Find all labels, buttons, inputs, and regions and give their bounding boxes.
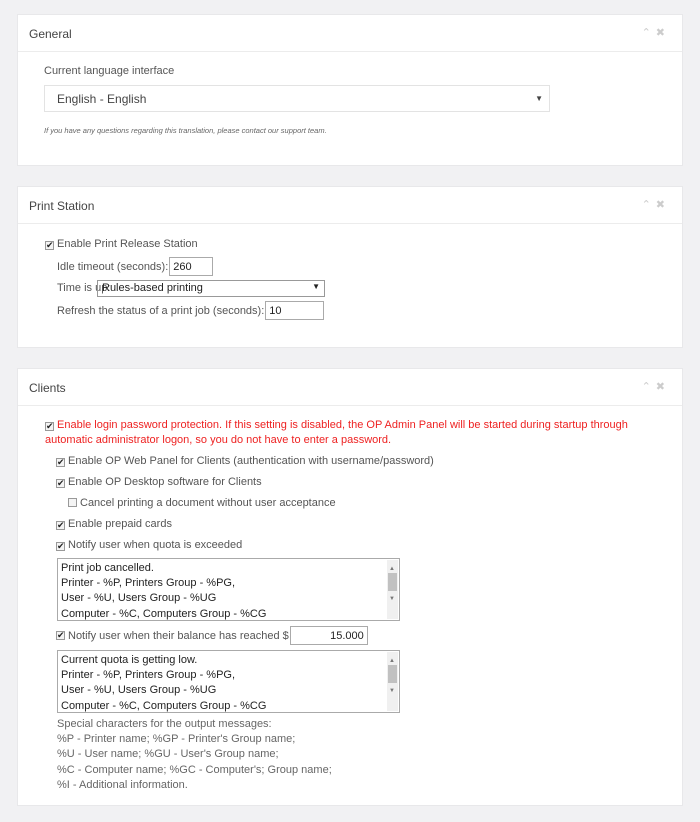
idle-label: Idle timeout (seconds): — [57, 260, 169, 273]
help-line: Special characters for the output messages: — [57, 718, 272, 730]
panel-title: General — [29, 27, 72, 41]
idle-timeout-input[interactable] — [169, 257, 213, 276]
help-line: %U - User name; %GU - User's Group name; — [57, 748, 279, 761]
web-panel-checkbox[interactable]: ✔ — [57, 457, 65, 467]
message-line: Current quota is getting low. — [61, 654, 198, 666]
balance-input[interactable] — [290, 626, 368, 645]
panel-header — [18, 369, 682, 406]
general-panel — [17, 14, 683, 166]
message-line: Computer - %C, Computers Group - %CG — [61, 699, 267, 712]
balance-message-textarea[interactable] — [57, 650, 400, 713]
panel-title: Print Station — [29, 199, 95, 213]
prepaid-checkbox[interactable]: ✔ — [57, 520, 65, 530]
translation-note: If you have any questions regarding this translation, please contact our support team. — [44, 126, 327, 135]
language-select[interactable] — [44, 85, 550, 112]
message-line: Printer - %P, Printers Group - %PG, — [61, 577, 236, 590]
help-line: %P - Printer name; %GP - Printer's Group name; — [57, 733, 296, 746]
time-up-label: Time is up: — [57, 282, 111, 294]
enable-station-checkbox[interactable]: ✔ — [46, 240, 54, 250]
cancel-printing-checkbox[interactable] — [68, 498, 77, 507]
notify-balance-checkbox[interactable]: ✔ — [57, 630, 65, 640]
panel-header — [18, 15, 682, 52]
login-protection-row — [45, 419, 628, 431]
message-line: Computer - %C, Computers Group - %CG — [61, 607, 267, 620]
help-line: %I - Additional information. — [57, 778, 188, 791]
language-value: English - English — [57, 92, 147, 106]
desktop-checkbox[interactable]: ✔ — [57, 478, 65, 488]
notify-quota-label: Notify user when quota is exceeded — [68, 539, 243, 551]
message-line: User - %U, Users Group - %UG — [61, 592, 217, 605]
idle-row — [57, 257, 213, 276]
login-protection-label-2: automatic administrator logon, so you do not have to enter a password. — [45, 434, 392, 446]
help-line: %C - Computer name; %GC - Computer's; Group name; — [57, 763, 332, 776]
close-icon[interactable]: ✖ — [655, 381, 670, 393]
notify-balance-row — [56, 626, 368, 645]
print-station-panel — [17, 186, 683, 348]
quota-message-textarea[interactable] — [57, 558, 400, 621]
time-up-value: Rules-based printing — [102, 282, 203, 294]
chevron-up-icon[interactable]: ⌃ — [641, 27, 656, 39]
enable-station-row — [45, 238, 198, 250]
login-protection-label: Enable login password protection. If this setting is disabled, the OP Admin Panel will be started during startup through — [57, 419, 628, 431]
desktop-label: Enable OP Desktop software for Clients — [68, 476, 262, 488]
refresh-label: Refresh the status of a print job (seconds): — [57, 304, 265, 317]
message-line: User - %U, Users Group - %UG — [61, 684, 217, 697]
close-icon[interactable]: ✖ — [655, 27, 670, 39]
chevron-down-icon: ▼ — [535, 94, 543, 103]
login-protection-checkbox[interactable]: ✔ — [46, 421, 54, 431]
cancel-printing-label: Cancel printing a document without user acceptance — [80, 497, 336, 509]
message-line: Printer - %P, Printers Group - %PG, — [61, 669, 236, 682]
message-line: Print job cancelled. — [61, 562, 154, 574]
scrollbar[interactable]: ▲ ▼ — [387, 560, 398, 619]
notify-balance-label: Notify user when their balance has reached $ — [68, 629, 289, 642]
chevron-up-icon[interactable]: ⌃ — [641, 199, 656, 211]
enable-station-label: Enable Print Release Station — [57, 238, 198, 250]
chevron-up-icon[interactable]: ⌃ — [641, 381, 656, 393]
special-characters-help — [57, 717, 332, 793]
refresh-row — [57, 301, 324, 320]
panel-header — [18, 187, 682, 224]
web-panel-label: Enable OP Web Panel for Clients (authentication with username/password) — [68, 455, 434, 467]
notify-quota-checkbox[interactable]: ✔ — [57, 541, 65, 551]
time-up-select[interactable] — [97, 280, 325, 297]
language-label: Current language interface — [44, 65, 175, 77]
refresh-input[interactable] — [265, 301, 324, 320]
scrollbar[interactable]: ▲ ▼ — [387, 652, 398, 711]
clients-panel — [17, 368, 683, 806]
chevron-down-icon: ▼ — [312, 282, 320, 291]
panel-title: Clients — [29, 381, 66, 395]
close-icon[interactable]: ✖ — [655, 199, 670, 211]
prepaid-label: Enable prepaid cards — [68, 518, 172, 530]
